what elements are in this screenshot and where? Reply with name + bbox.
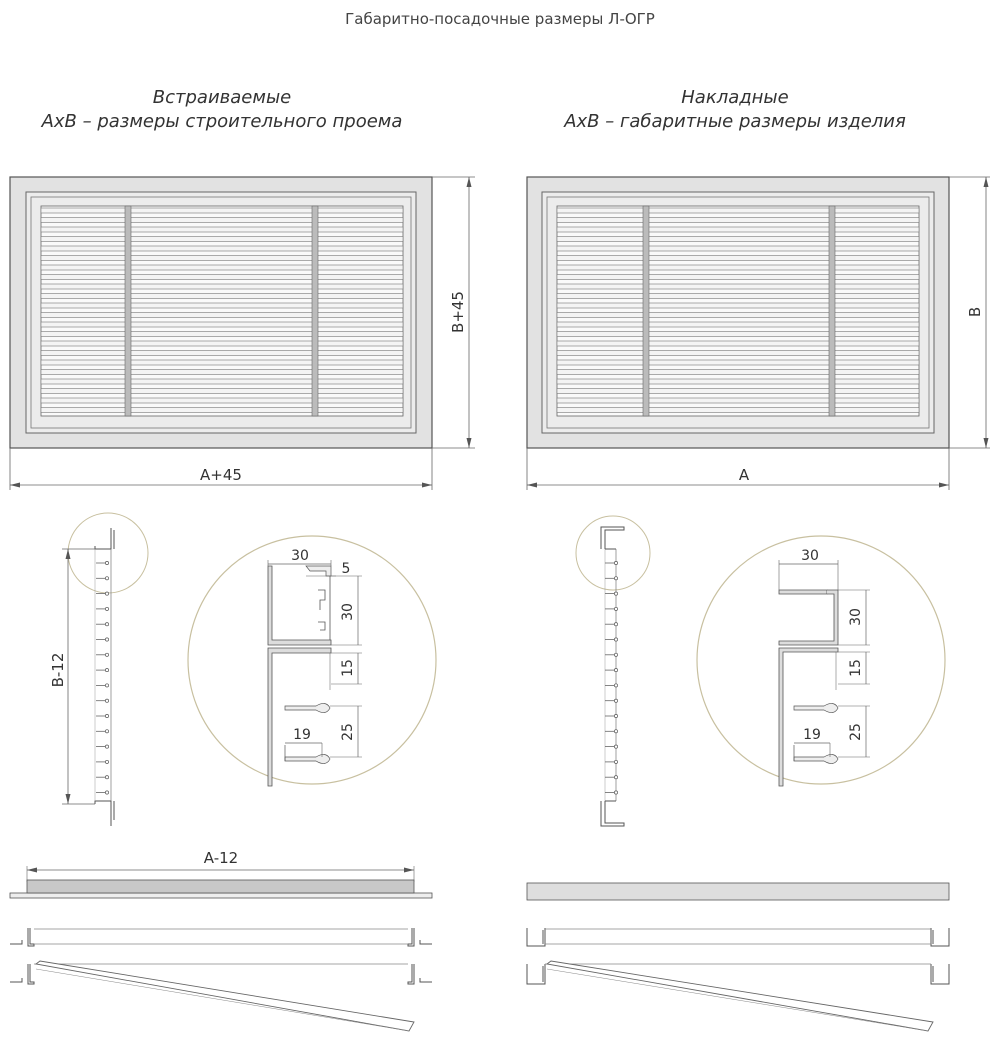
blade xyxy=(557,246,919,251)
arrow xyxy=(422,483,432,488)
blade xyxy=(41,341,403,346)
section-blade-hinge xyxy=(105,561,108,564)
blade-holder xyxy=(829,206,835,416)
detail-profile xyxy=(268,648,331,786)
detail-view-overlay xyxy=(697,536,945,786)
open-view xyxy=(527,964,545,984)
blade xyxy=(41,370,403,375)
section-blade-hinge xyxy=(105,791,108,794)
blade xyxy=(41,218,403,223)
blade xyxy=(41,294,403,299)
blade xyxy=(41,227,403,232)
section-blade-hinge xyxy=(614,730,617,733)
dim-label-30: 30 xyxy=(291,548,309,564)
dim-label-25: 25 xyxy=(848,723,864,741)
blade xyxy=(41,275,403,280)
closed-view xyxy=(408,928,432,946)
blade xyxy=(557,360,919,365)
arrow xyxy=(27,868,37,873)
open-panel xyxy=(36,969,409,1031)
detail-profile xyxy=(318,590,325,630)
top-view-body xyxy=(527,883,949,900)
blade xyxy=(41,246,403,251)
front-view-built-in xyxy=(10,177,475,490)
frame-profile xyxy=(605,549,616,801)
detail-blade xyxy=(285,703,330,712)
section-blade-hinge xyxy=(105,760,108,763)
detail-profile xyxy=(306,566,331,576)
caption-built-in-heading: Встраиваемые xyxy=(152,87,292,108)
closed-view xyxy=(10,928,34,946)
arrow xyxy=(939,483,949,488)
section-blade-hinge xyxy=(105,623,108,626)
frame-profile xyxy=(601,527,624,549)
blade xyxy=(41,265,403,270)
dim-label-30-side: 30 xyxy=(340,603,356,621)
vertical-section-overlay xyxy=(576,516,650,826)
dim-label-15: 15 xyxy=(848,659,864,677)
open-panel xyxy=(547,961,933,1031)
blade xyxy=(41,398,403,403)
front-view-overlay xyxy=(527,177,990,490)
blade-holder xyxy=(125,206,131,416)
section-blade-hinge xyxy=(614,653,617,656)
arrow xyxy=(467,177,472,187)
blade xyxy=(557,256,919,261)
section-blade-hinge xyxy=(614,577,617,580)
blade xyxy=(41,256,403,261)
blade xyxy=(557,389,919,394)
section-blade-hinge xyxy=(614,623,617,626)
frame-profile xyxy=(95,528,114,549)
dim-height-label: B+45 xyxy=(449,291,467,333)
blade xyxy=(557,370,919,375)
blade xyxy=(557,275,919,280)
blade xyxy=(557,408,919,413)
detail-circle xyxy=(188,536,436,784)
section-blade-hinge xyxy=(105,714,108,717)
blade xyxy=(41,303,403,308)
blade xyxy=(41,332,403,337)
open-view xyxy=(10,964,34,984)
section-blades xyxy=(96,561,109,794)
installation-views-overlay xyxy=(527,883,949,1031)
section-blade-hinge xyxy=(614,669,617,672)
arrow xyxy=(984,177,989,187)
blade xyxy=(557,237,919,242)
section-blade-hinge xyxy=(105,699,108,702)
blade xyxy=(557,351,919,356)
section-blade-hinge xyxy=(614,791,617,794)
arrow xyxy=(10,483,20,488)
section-blade-hinge xyxy=(614,745,617,748)
section-blade-hinge xyxy=(614,760,617,763)
dim-section-width-label: A-12 xyxy=(203,849,239,867)
section-blade-hinge xyxy=(105,638,108,641)
section-blade-hinge xyxy=(105,669,108,672)
detail-marker-circle xyxy=(68,513,148,593)
section-blade-hinge xyxy=(105,653,108,656)
arrow xyxy=(66,794,71,804)
section-blade-hinge xyxy=(105,745,108,748)
detail-profile xyxy=(268,566,331,645)
detail-profile xyxy=(779,590,827,594)
blade xyxy=(557,284,919,289)
detail-blade xyxy=(285,754,330,763)
blade xyxy=(557,218,919,223)
top-view-body xyxy=(27,880,414,893)
blade xyxy=(557,227,919,232)
section-blade-hinge xyxy=(614,699,617,702)
blade-holder xyxy=(312,206,318,416)
blade xyxy=(41,284,403,289)
blade xyxy=(41,389,403,394)
dim-width-label: A xyxy=(738,466,750,484)
dim-label-15: 15 xyxy=(340,659,356,677)
dim-label-19: 19 xyxy=(803,727,821,743)
caption-overlay-subheading: АхВ – габаритные размеры изделия xyxy=(564,111,906,132)
arrow xyxy=(527,483,537,488)
top-view-frame xyxy=(10,893,432,898)
blade xyxy=(557,313,919,318)
detail-blade xyxy=(794,754,838,763)
blade xyxy=(41,322,403,327)
blade xyxy=(557,265,919,270)
blade-holder xyxy=(643,206,649,416)
blade xyxy=(557,341,919,346)
dim-label-25: 25 xyxy=(340,723,356,741)
section-blade-hinge xyxy=(614,607,617,610)
section-blade-hinge xyxy=(614,592,617,595)
arrow xyxy=(984,438,989,448)
blade xyxy=(41,408,403,413)
section-blade-hinge xyxy=(105,592,108,595)
detail-view-built-in xyxy=(188,536,436,786)
section-blade-hinge xyxy=(614,714,617,717)
dim-label-30-side: 30 xyxy=(848,608,864,626)
blade xyxy=(41,351,403,356)
frame-profile xyxy=(95,801,114,826)
blade xyxy=(557,294,919,299)
detail-circle xyxy=(697,536,945,784)
blade xyxy=(41,237,403,242)
frame-profile xyxy=(601,801,624,826)
dim-label-19: 19 xyxy=(293,727,311,743)
section-blade-hinge xyxy=(614,561,617,564)
blade xyxy=(557,332,919,337)
open-panel xyxy=(36,961,414,1031)
blade xyxy=(41,379,403,384)
section-blade-hinge xyxy=(105,684,108,687)
blade xyxy=(41,313,403,318)
dim-width-label: A+45 xyxy=(200,466,242,484)
page-title: Габаритно-посадочные размеры Л-ОГР xyxy=(345,10,655,28)
blade xyxy=(557,379,919,384)
detail-profile xyxy=(779,648,838,786)
section-blade-hinge xyxy=(614,638,617,641)
blade xyxy=(41,360,403,365)
section-blade-hinge xyxy=(614,776,617,779)
caption-overlay-heading: Накладные xyxy=(681,87,789,108)
open-panel xyxy=(547,969,928,1031)
section-blade-hinge xyxy=(614,684,617,687)
blade xyxy=(557,322,919,327)
section-blade-hinge xyxy=(105,776,108,779)
dim-section-height-label: B-12 xyxy=(49,652,67,688)
blade xyxy=(557,398,919,403)
blade xyxy=(557,208,919,213)
detail-profile xyxy=(779,590,838,645)
dim-height-label: B xyxy=(966,306,984,318)
section-blade-hinge xyxy=(105,607,108,610)
dim-label-30: 30 xyxy=(801,548,819,564)
installation-views-built-in xyxy=(10,849,432,1031)
open-view xyxy=(408,964,432,984)
caption-built-in-subheading: АхВ – размеры строительного проема xyxy=(41,111,403,132)
dim-label-5: 5 xyxy=(341,561,351,577)
open-view xyxy=(931,964,949,984)
arrow xyxy=(467,438,472,448)
closed-view xyxy=(527,928,545,946)
closed-view xyxy=(931,928,949,946)
vertical-section-built-in xyxy=(49,513,148,826)
section-blade-hinge xyxy=(105,577,108,580)
detail-blade xyxy=(794,703,838,712)
blade xyxy=(557,303,919,308)
blade xyxy=(41,208,403,213)
section-blade-hinge xyxy=(105,730,108,733)
arrow xyxy=(66,549,71,559)
arrow xyxy=(404,868,414,873)
